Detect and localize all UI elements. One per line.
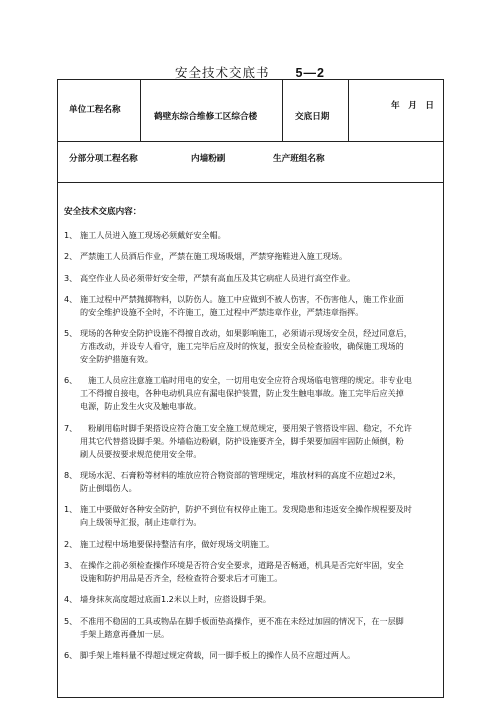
item-line: 施工人员应注意施工临时用电的安全，一切用电安全应符合现场临电管理的规定。非专业电 xyxy=(80,375,412,386)
list-item xyxy=(64,422,438,461)
item-line: 工不得擅自接电，各种电动机具应有漏电保护装置，防止发生触电事故。施工完毕后应关掉 xyxy=(80,388,404,399)
disclosure-form xyxy=(57,79,444,698)
date-value: 年 月 日 xyxy=(391,101,434,111)
list-item xyxy=(64,327,438,366)
item-line: 用其它代替搭设脚手架。外墙临边粉刷，防护设施要齐全，脚手架要加固牢固防止倾倒，粉 xyxy=(80,435,404,446)
item-line: 安全防护措施有效。 xyxy=(80,354,153,365)
item-number: 3、 xyxy=(64,559,78,570)
item-line: 手架上踏意再叠加一层。 xyxy=(80,628,170,639)
disclosure-content xyxy=(64,205,438,670)
list-item xyxy=(64,559,438,585)
item-line: 严禁施工人员酒后作业，严禁在施工现场吸烟，严禁穿拖鞋进入施工现场。 xyxy=(80,251,348,262)
col-divider-2 xyxy=(282,80,283,141)
item-line: 脚手架上堆料量不得超过规定荷载，同一脚手板上的操作人员不应超过两人。 xyxy=(80,649,356,660)
item-number: 8、 xyxy=(64,470,78,481)
item-number: 5、 xyxy=(64,615,78,626)
item-line: 墙身抹灰高度超过底面1.2米以上时，应搭设脚手架。 xyxy=(80,594,271,605)
list-item xyxy=(64,538,438,551)
item-number: 5、 xyxy=(64,328,78,339)
item-number: 1、 xyxy=(64,230,78,240)
item-line: 施工过程中严禁抛掷物料，以防伤人。施工中应做到不被人伤害，不伤害他人，施工作业面 xyxy=(80,293,404,304)
item-number: 6、 xyxy=(64,649,78,660)
item-line: 现场水泥、石膏粉等材料的堆放应符合物资部的管理规定，堆放材料的高度不应超过2米， xyxy=(80,470,401,481)
item-line: 不准用不稳固的工具或物品在脚手板面垫高操作，更不准在未经过加固的情况下，在一层脚 xyxy=(80,615,404,626)
list-item xyxy=(64,649,438,662)
item-number: 2、 xyxy=(64,251,78,262)
list-item xyxy=(64,293,438,319)
item-line: 的安全维护设施不全时，不许施工，施工过程中严禁违章作业，严禁违章指挥。 xyxy=(80,306,364,317)
content-heading: 安全技术交底内容： xyxy=(64,207,142,217)
sub-project-value: 内墙粉刷 xyxy=(191,154,226,164)
list-item xyxy=(64,374,438,413)
item-number: 7、 xyxy=(64,422,78,433)
item-line: 向上级领导汇报，制止违章行为。 xyxy=(80,517,202,528)
item-line: 施工中要做好各种安全防护，防护不到位有权停止施工。发现隐患和违返安全操作规程要及时 xyxy=(80,504,412,515)
item-line: 防止倒塌伤人。 xyxy=(80,483,137,494)
list-item xyxy=(64,250,438,263)
item-list xyxy=(64,229,438,662)
header-divider xyxy=(58,141,443,142)
item-line: 高空作业人员必须带好安全带，严禁有高血压及其它病症人员进行高空作业。 xyxy=(80,272,356,283)
list-item xyxy=(64,593,438,606)
item-number: 6、 xyxy=(64,375,78,386)
item-line: 刷人员要按要求规范使用安全带。 xyxy=(80,448,202,459)
list-item xyxy=(64,469,438,495)
item-number: 3、 xyxy=(64,272,78,283)
document-code: 5—2 xyxy=(295,66,325,80)
item-line: 在操作之前必须检查操作环境是否符合安全要求，道路是否畅通，机具是否完好牢固，安全 xyxy=(80,559,404,570)
content-divider xyxy=(58,182,443,183)
sub-project-label: 分部分项工程名称 xyxy=(69,154,138,164)
unit-name-value: 鹤壁东综合维修工区综合楼 xyxy=(154,112,258,122)
item-number: 4、 xyxy=(64,594,78,605)
unit-name-label: 单位工程名称 xyxy=(69,105,121,115)
item-number: 4、 xyxy=(64,293,78,304)
list-item xyxy=(64,229,438,242)
item-number: 1、 xyxy=(64,504,78,515)
date-label: 交底日期 xyxy=(295,112,330,122)
item-line: 现场的各种安全防护设施不得擅自改动，如果影响施工，必须请示现场安全员，经过同意后， xyxy=(80,328,412,339)
item-line: 粉刷用临时脚手架搭设应符合施工安全施工规范规定，要用架子管搭设牢固、稳定，不允许 xyxy=(80,422,412,433)
item-line: 设施和防护用品是否齐全，经检查符合要求后才可施工。 xyxy=(80,572,283,583)
title-text: 安全技术交底书 xyxy=(175,65,270,80)
col-divider-3 xyxy=(348,80,349,141)
col-divider-1 xyxy=(140,80,141,141)
item-number: 2、 xyxy=(64,538,78,549)
list-item xyxy=(64,615,438,641)
list-item xyxy=(64,272,438,285)
item-line: 方准改动，并设专人看守，施工完毕后应及时的恢复，报安全员检查验收，确保施工现场的 xyxy=(80,341,404,352)
team-name-label: 生产班组名称 xyxy=(273,154,325,164)
item-line: 电源，防止发生火灾及触电事故。 xyxy=(80,401,202,412)
item-line: 施工过程中场地要保持整洁有序，做好现场文明施工。 xyxy=(80,538,275,549)
item-line: 施工人员进入施工现场必须戴好安全帽。 xyxy=(80,230,226,240)
list-item xyxy=(64,503,438,529)
